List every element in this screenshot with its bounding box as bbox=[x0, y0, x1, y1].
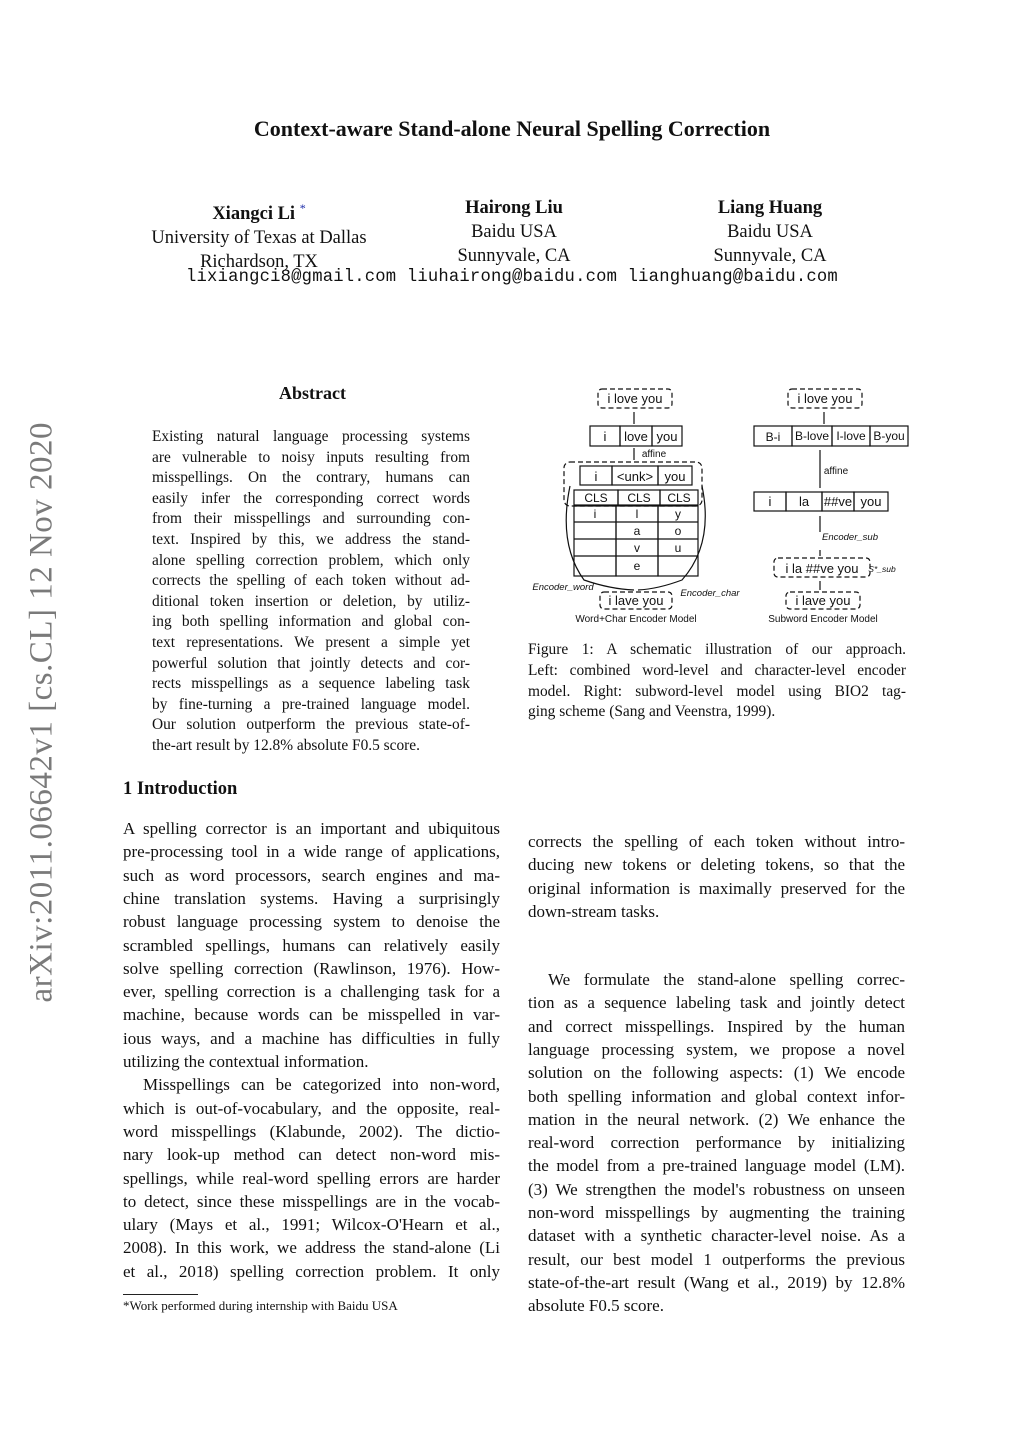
abstract-heading: Abstract bbox=[279, 383, 346, 403]
diagram-cell: la bbox=[798, 494, 810, 509]
author-affiliation: Baidu USA bbox=[471, 222, 557, 242]
diagram-left-output: i love you bbox=[607, 391, 663, 406]
footnote: *Work performed during internship with Baidu USA bbox=[123, 1298, 398, 1313]
text-line: word misspellings (Klabunde, 2002). The dictio- bbox=[123, 1121, 500, 1141]
text-line: which is out-of-vocabulary, and the opposite, real- bbox=[123, 1098, 500, 1118]
diagram-right-output: i love you bbox=[797, 391, 853, 406]
diagram-cell: i bbox=[768, 494, 772, 509]
text-line: spellings, while real-word spelling errors are harder bbox=[123, 1168, 500, 1188]
text-line: ulary (Mays et al., 1991; Wilcox-O'Hearn et al., bbox=[123, 1215, 500, 1235]
author-name: Xiangci Li bbox=[212, 204, 296, 225]
diagram-cell: i bbox=[603, 429, 607, 444]
text-line: ducing new tokens or deleting tokens, so that the bbox=[528, 855, 905, 875]
author-name: Hairong Liu bbox=[465, 198, 563, 218]
author-footnote-mark: * bbox=[299, 201, 306, 215]
text-line: rects misspellings as a sequence labeling task bbox=[152, 675, 470, 693]
paper-title: Context-aware Stand-alone Neural Spelling Correction bbox=[253, 116, 771, 141]
author-affiliation: University of Texas at Dallas bbox=[151, 228, 367, 249]
text-line: corrects the spelling of each token without intro- bbox=[528, 832, 905, 851]
text-line: Figure 1: A schematic illustration of our approach. bbox=[528, 641, 906, 658]
diagram-cell: you bbox=[664, 469, 686, 484]
diagram-cell: e bbox=[633, 559, 641, 573]
email[interactable]: liuhairong@baidu.com bbox=[406, 268, 618, 287]
text-line: pre-processing tool in a wide range of applications, bbox=[123, 842, 500, 862]
text-line: Left: combined word-level and character-level encoder bbox=[528, 661, 906, 679]
text-line: original information is maximally preserved for the bbox=[528, 878, 905, 898]
text-line: to detect, since these misspellings are in the vocab- bbox=[123, 1191, 500, 1211]
author-location: Sunnyvale, CA bbox=[713, 246, 827, 266]
text-line: ever, spelling correction is a challenging task for a bbox=[123, 982, 500, 1002]
text-line: Our solution outperform the previous state-of- bbox=[152, 716, 470, 734]
text-line: We formulate the stand-alone spelling correc- bbox=[548, 970, 905, 989]
diagram-cell: i bbox=[593, 507, 597, 521]
text-line: 2008). In this work, we address the stand-alone (Li bbox=[123, 1238, 500, 1258]
diagram-label: Subword Encoder Model bbox=[768, 614, 878, 625]
text-line: and correct misspellings. Inspired by the human bbox=[528, 1016, 905, 1036]
diagram-cell: u bbox=[674, 541, 682, 555]
text-line: solution on the following aspects: (1) We encode bbox=[528, 1063, 905, 1083]
diagram-sub-tokens: i la ##ve you bbox=[785, 561, 859, 576]
section-heading: 1 Introduction bbox=[123, 779, 238, 799]
arxiv-stamp: arXiv:2011.06642v1 [cs.CL] 12 Nov 2020 bbox=[23, 421, 60, 1003]
diagram-label: Encoder_sub bbox=[822, 532, 878, 543]
text-line: ging scheme (Sang and Veenstra, 1999). bbox=[528, 703, 776, 721]
diagram-cell: B-i bbox=[765, 430, 781, 444]
diagram-cell: ##ve bbox=[823, 494, 853, 509]
text-line: tion as a sequence labeling task and jointly detect bbox=[528, 993, 905, 1013]
text-line: Misspellings can be categorized into non-word, bbox=[143, 1075, 500, 1095]
diagram-right-input: i lave you bbox=[795, 593, 851, 608]
author-location: Sunnyvale, CA bbox=[457, 246, 571, 266]
diagram-label: Word+Char Encoder Model bbox=[575, 614, 697, 625]
diagram-cell: l bbox=[635, 507, 639, 521]
author-2 bbox=[414, 196, 614, 268]
diagram-cell: o bbox=[674, 524, 682, 538]
email[interactable]: lianghuang@baidu.com bbox=[627, 268, 838, 287]
email[interactable]: lixiangci8@gmail.com bbox=[186, 268, 397, 287]
text-line: corrects the spelling of each token without ad- bbox=[152, 572, 470, 590]
text-line: text representations. We present a simple yet bbox=[152, 634, 470, 651]
text-line: by fine-turning a pre-trained language model. bbox=[152, 695, 470, 713]
diagram-label: affine bbox=[641, 449, 667, 460]
author-location: Richardson, TX bbox=[200, 252, 318, 273]
author-name: Liang Huang bbox=[717, 198, 823, 218]
diagram-label: Encoder_char bbox=[680, 588, 740, 599]
text-line: mation in the neural network. (2) We enhance the bbox=[528, 1109, 905, 1129]
text-line: absolute F0.5 score. bbox=[528, 1296, 664, 1316]
text-line: from their misspellings and surrounding con- bbox=[152, 510, 470, 528]
diagram-cell: y bbox=[675, 507, 681, 521]
text-line: language processing system, we propose a novel bbox=[528, 1039, 905, 1059]
text-line: the-art result by 12.8% absolute F0.5 score. bbox=[152, 737, 420, 754]
text-line: ditional token insertion or deletion, by utiliz- bbox=[152, 592, 470, 610]
diagram-cell: <unk> bbox=[616, 469, 654, 484]
text-line: text. Inspired by this, we address the stand- bbox=[152, 531, 470, 548]
text-line: chine translation systems. Having a surprisingly bbox=[123, 888, 500, 908]
diagram-cell: CLS bbox=[667, 491, 691, 505]
text-line: dataset with a synthetic character-level noise. As a bbox=[528, 1226, 905, 1246]
diagram-cell: i bbox=[594, 469, 598, 484]
diagram-cell: love bbox=[624, 429, 648, 444]
text-line: model. Right: subword-level model using BIO2 tag- bbox=[528, 682, 906, 700]
text-line: both spelling information and global context infor- bbox=[528, 1086, 905, 1106]
text-line: ing both spelling information and global con- bbox=[152, 613, 470, 631]
figure-1-diagram bbox=[530, 384, 910, 629]
text-line: nary look-up method can detect non-word mis- bbox=[123, 1145, 500, 1165]
text-line: A spelling corrector is an important and ubiquitous bbox=[123, 819, 500, 838]
text-line: scrambled spellings, humans can relatively easily bbox=[123, 935, 500, 955]
diagram-cell: you bbox=[860, 494, 882, 509]
text-line: are vulnerable to noisy inputs resulting from bbox=[152, 448, 470, 466]
text-line: utilizing the contextual information. bbox=[123, 1052, 369, 1071]
text-line: misspellings. On the contrary, humans can bbox=[152, 469, 470, 487]
diagram-label: S*_sub bbox=[868, 564, 896, 574]
text-line: the model from a pre-trained language model (LM). bbox=[528, 1156, 905, 1176]
text-line: down-stream tasks. bbox=[528, 901, 660, 921]
text-line: ious ways, and a machine has difficulties in fully bbox=[123, 1028, 500, 1048]
text-line: easily infer the corresponding correct words bbox=[152, 489, 470, 507]
author-emails bbox=[0, 268, 1024, 287]
text-line: state-of-the-art result (Wang et al., 2019) by 12.8% bbox=[528, 1272, 905, 1292]
diagram-cell: B-love bbox=[794, 429, 830, 443]
text-line: Existing natural language processing systems bbox=[152, 428, 470, 445]
diagram-left-input: i lave you bbox=[608, 593, 664, 608]
diagram-cell: I-love bbox=[836, 429, 866, 443]
diagram-cell: CLS bbox=[584, 491, 608, 505]
text-line: non-word misspellings by augmenting the training bbox=[528, 1203, 905, 1222]
diagram-label: Encoder_word bbox=[532, 582, 594, 593]
text-line: (3) We strengthen the model's robustness on unseen bbox=[528, 1179, 905, 1199]
diagram-cell: v bbox=[634, 541, 640, 555]
text-line: solve spelling correction (Rawlinson, 1976). How- bbox=[123, 958, 500, 978]
diagram-cell: CLS bbox=[627, 491, 651, 505]
diagram-label: affine bbox=[823, 466, 849, 477]
author-1 bbox=[139, 196, 379, 274]
text-line: alone spelling correction problem, which only bbox=[152, 551, 470, 569]
text-line: result, our best model 1 outperforms the previous bbox=[528, 1249, 905, 1269]
text-line: such as word processors, search engines and ma- bbox=[123, 865, 500, 885]
diagram-cell: B-you bbox=[873, 429, 905, 443]
footnote-rule bbox=[123, 1294, 198, 1295]
diagram-cell: a bbox=[633, 524, 641, 538]
text-line: robust language processing system to denoise the bbox=[123, 912, 500, 932]
text-line: real-word correction performance by initializing bbox=[528, 1133, 905, 1153]
author-affiliation: Baidu USA bbox=[727, 222, 813, 242]
diagram-cell: you bbox=[656, 429, 678, 444]
text-line: powerful solution that jointly detects and cor- bbox=[152, 654, 470, 672]
text-line: et al., 2018) spelling correction problem. It only bbox=[123, 1261, 500, 1281]
text-line: machine, because words can be misspelled in var- bbox=[123, 1005, 500, 1025]
author-3 bbox=[670, 196, 870, 268]
